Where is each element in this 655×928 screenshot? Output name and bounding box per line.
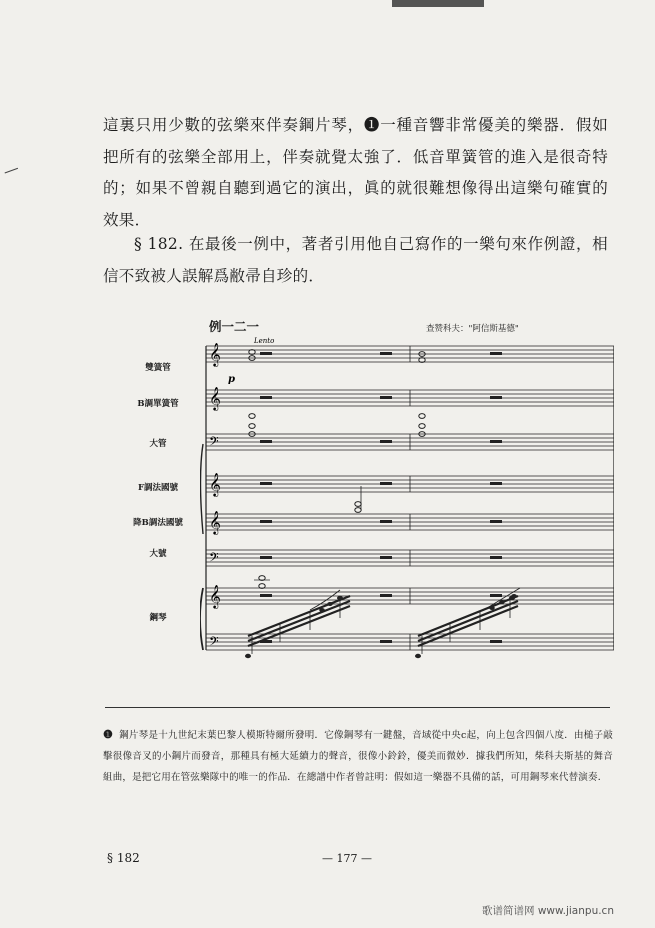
staff-piano-bass <box>206 634 614 650</box>
treble-clef: 𝄞 <box>209 584 221 608</box>
staff-piano-treble <box>206 588 614 604</box>
note <box>249 424 255 429</box>
footnote-marker: ❶ <box>103 728 114 741</box>
scan-artifact <box>392 0 484 7</box>
staff-horn-f <box>206 476 614 492</box>
piano-arpeggio-1 <box>245 596 350 658</box>
instrument-label: 雙簧管 <box>145 363 171 373</box>
instrument-label: F調法國號 <box>137 483 179 493</box>
page-number: — 177 — <box>322 852 372 865</box>
footnote <box>103 724 613 788</box>
footnote-divider <box>105 707 610 708</box>
treble-clef: 𝄞 <box>209 342 221 366</box>
note <box>355 502 361 507</box>
horn-bracket <box>201 444 204 534</box>
music-score <box>200 316 614 662</box>
note <box>419 414 425 419</box>
margin-mark <box>5 168 20 177</box>
piano-brace <box>200 588 203 650</box>
treble-clef: 𝄞 <box>209 386 221 410</box>
section-reference: § 182 <box>107 851 140 865</box>
instrument-label: B調單簧管 <box>137 399 179 409</box>
paragraph-1: 這裏只用少數的弦樂來伴奏鋼片琴，❶一種音響非常優美的樂器．假如把所有的弦樂全部用上，伴奏就覺太強了．低音單簧管的進入是很奇特的；如果不曾親自聽到過它的演出，眞的就很難想像得出這樂句確實的效果． <box>103 116 608 229</box>
example-label: 例一二一 <box>209 319 260 334</box>
bass-clef: 𝄢 <box>209 634 219 652</box>
staff-horn-bflat <box>206 514 614 530</box>
bass-clef: 𝄢 <box>209 434 219 452</box>
footnote-text: 鋼片琴是十九世紀末葉巴黎人模斯特爾所發明．它像鋼琴有一鍵盤，音域從中央c起，向上包含四個八度．由槌子敲擊很像音叉的小鋼片而發音，那種具有極大延續力的聲音，很像小鈴鈴，優美而微妙．據我們所知，柴科夫斯基的舞音組曲，是把它用在管弦樂隊中的唯一的作品．在總譜中作者曾註明：假如這一樂器不具備的話，可用鋼琴來代替演奏． <box>103 730 614 783</box>
staff-tuba <box>206 550 614 566</box>
instrument-label: 大號 <box>149 549 167 559</box>
piano-arpeggio-2 <box>415 596 518 658</box>
note <box>355 508 361 513</box>
staff-bassoon <box>206 434 614 450</box>
watermark: 歌谱简谱网 www.jianpu.cn <box>482 905 614 917</box>
note <box>249 414 255 419</box>
bass-clef: 𝄢 <box>209 550 219 568</box>
instrument-label: 鋼琴 <box>149 613 167 623</box>
staff-oboe <box>206 346 614 362</box>
staff-clarinet <box>206 390 614 406</box>
instrument-label: 大管 <box>149 439 167 449</box>
example-source: 查赞科夫："阿信斯基德" <box>426 324 519 334</box>
dynamic-mark: p <box>228 374 235 385</box>
note <box>419 424 425 429</box>
treble-clef: 𝄞 <box>209 510 221 534</box>
paragraph-2: § 182. 在最後一例中，著者引用他自己寫作的一樂句來作例證，相信不致被人誤解爲敝帚自珍的． <box>103 235 608 285</box>
tempo-mark: Lento <box>254 337 275 345</box>
treble-clef: 𝄞 <box>209 472 221 496</box>
instrument-label: 降B調法國號 <box>133 518 183 528</box>
